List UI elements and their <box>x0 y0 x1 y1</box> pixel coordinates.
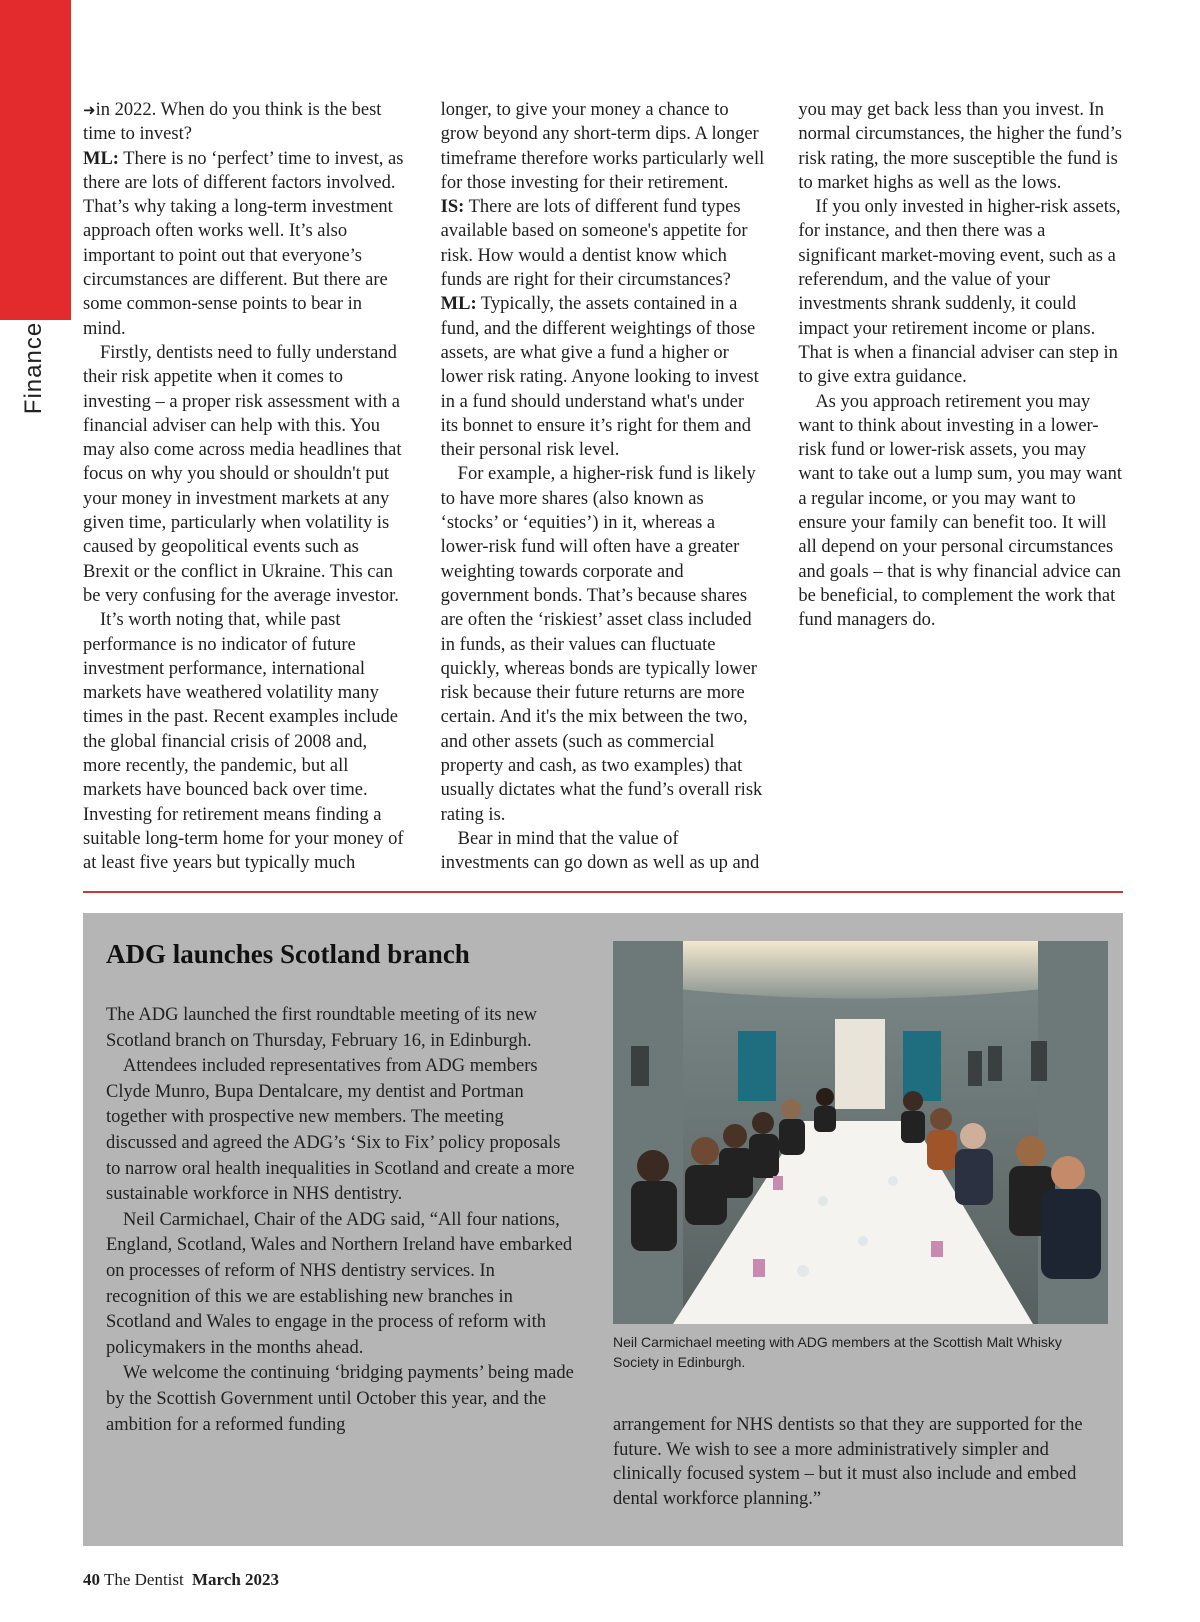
paragraph <box>106 1054 576 1208</box>
paragraph <box>441 462 766 826</box>
photo-caption: Neil Carmichael meeting with ADG members at the Scottish Malt Whisky Society in Edinburgh. <box>613 1334 1062 1370</box>
paragraph-text: It’s worth noting that, while past performance is no indicator of future investment performance, international markets have weathered volatility many times in the past. Recent examples include the global financial crisis of 2008 and, more recently, the pandemic, but all markets have bounced back over time. Investing for retirement means finding a suitable long-term home for your money of at least five years but typically much longer, to give your money a chance to grow beyond any short-term dips. A longer timeframe therefore works particularly well for those investing for their retirement. <box>83 100 765 874</box>
paragraph <box>106 1361 576 1438</box>
speaker-label: IS: <box>440 197 465 218</box>
speaker-label: ML: <box>83 148 119 169</box>
section-divider <box>83 891 1123 893</box>
paragraph <box>106 1208 576 1362</box>
paragraph-text: Bear in mind that the value of investments can go down as well as up and you may get back less than you invest. In normal circumstances, the higher the fund’s risk rating, the more susceptible the fund is to market highs as well as the lows. <box>440 100 1122 874</box>
publication-name: The Dentist <box>103 1570 184 1589</box>
paragraph-text: in 2022. When do you think is the best time to invest? <box>83 100 382 145</box>
issue-date: March 2023 <box>192 1570 280 1589</box>
paragraph-text: Firstly, dentists need to fully understand their risk appetite when it comes to investing – a proper risk assessment with a financial adviser can help with this. You may also come across media headlines that focus on why you should or shouldn't put your money in investment markets at any given time, particularly when volatility is caused by geopolitical events such as Brexit or the conflict in Ukraine. This can be very confusing for the average investor. <box>83 342 402 606</box>
paragraph-text: For example, a higher-risk fund is likely to have more shares (also known as ‘stocks’ or ‘equities’) in it, whereas a lower-risk fund will often have a greater weighting towards corporate and government bonds. That’s because shares are often the ‘riskiest’ asset class included in funds, as their values can fluctuate quickly, whereas bonds are typically lower risk because their future returns are more certain. And it's the mix between the two, and other assets (such as commercial property and cash, as two examples) that usually dictates what the fund’s overall risk rating is. <box>440 464 763 825</box>
paragraph <box>441 292 766 462</box>
paragraph-text: Typically, the assets contained in a fund, and the different weightings of those assets, are what give a fund a higher or lower risk rating. Anyone looking to invest in a fund should understand what's under its bonnet to ensure it’s right for them and their personal risk level. <box>440 294 759 461</box>
paragraph <box>83 147 408 341</box>
news-box-continuation <box>613 1413 1083 1511</box>
paragraph <box>798 390 1123 633</box>
paragraph <box>83 98 408 147</box>
paragraph-text: As you approach retirement you may want to think about investing in a lower-risk fund or lower-risk assets, you may want to take out a lump sum, you may want a regular income, or you may want to ensure your family can benefit too. It will all depend on your personal circumstances and goals – that is why financial advice can be beneficial, to complement the work that fund managers do. <box>798 391 1123 631</box>
paragraph-text: There are lots of different fund types available based on someone's appetite for risk. How would a dentist know which funds are right for their circumstances? <box>440 197 748 291</box>
news-box-text <box>106 1003 576 1438</box>
news-box <box>83 913 1123 1546</box>
paragraph-text: Neil Carmichael, Chair of the ADG said, “All four nations, England, Scotland, Wales and Northern Ireland have embarked on processes of reform of NHS dentistry services. In recognition of this we are establishing new branches in Scotland and Wales to engage in the process of reform with policymakers in the months ahead. <box>106 1209 573 1358</box>
paragraph-text: We welcome the continuing ‘bridging payments’ being made by the Scottish Government until October this year, and the ambition for a reformed funding <box>106 1363 574 1435</box>
paragraph <box>441 195 766 292</box>
page-footer <box>83 1570 279 1590</box>
paragraph <box>106 1003 576 1054</box>
paragraph-text: If you only invested in higher-risk assets, for instance, and then there was a significant market-moving event, such as a referendum, and the value of your investments shrank suddenly, it could impact your retirement income or plans. That is when a financial adviser can step in to give extra guidance. <box>798 197 1121 388</box>
paragraph <box>798 195 1123 389</box>
section-color-tab <box>0 0 71 320</box>
paragraph-text: There is no ‘perfect’ time to invest, as there are lots of different factors involved. That’s why taking a long-term investment approach often works well. It’s also important to point out that everyone’s circumstances are different. But there are some common-sense points to bear in mind. <box>83 148 404 339</box>
section-label: Finance <box>20 321 47 415</box>
article-body <box>83 98 1123 878</box>
news-box-title: ADG launches Scotland branch <box>106 939 470 969</box>
paragraph-text: Attendees included representatives from ADG members Clyde Munro, Bupa Dentalcare, my dentist and Portman together with prospective new members. The meeting discussed and agreed the ADG’s ‘Six to Fix’ policy proposals to narrow oral health inequalities in Scotland and create a more sustainable workforce in NHS dentistry. <box>106 1056 575 1205</box>
event-photo <box>613 941 1108 1324</box>
paragraph-text: The ADG launched the first roundtable meeting of its new Scotland branch on Thursday, February 16, in Edinburgh. <box>106 1005 538 1051</box>
speaker-label: ML: <box>440 294 477 315</box>
paragraph <box>83 341 408 608</box>
continued-arrow-icon: ➜ <box>83 101 96 119</box>
continuation-paragraph: arrangement for NHS dentists so that they are supported for the future. We wish to see a more administratively simpler and clinically focused system – but it must also include and embed dental workforce planning.” <box>613 1415 1083 1509</box>
page-number: 40 <box>83 1570 100 1589</box>
